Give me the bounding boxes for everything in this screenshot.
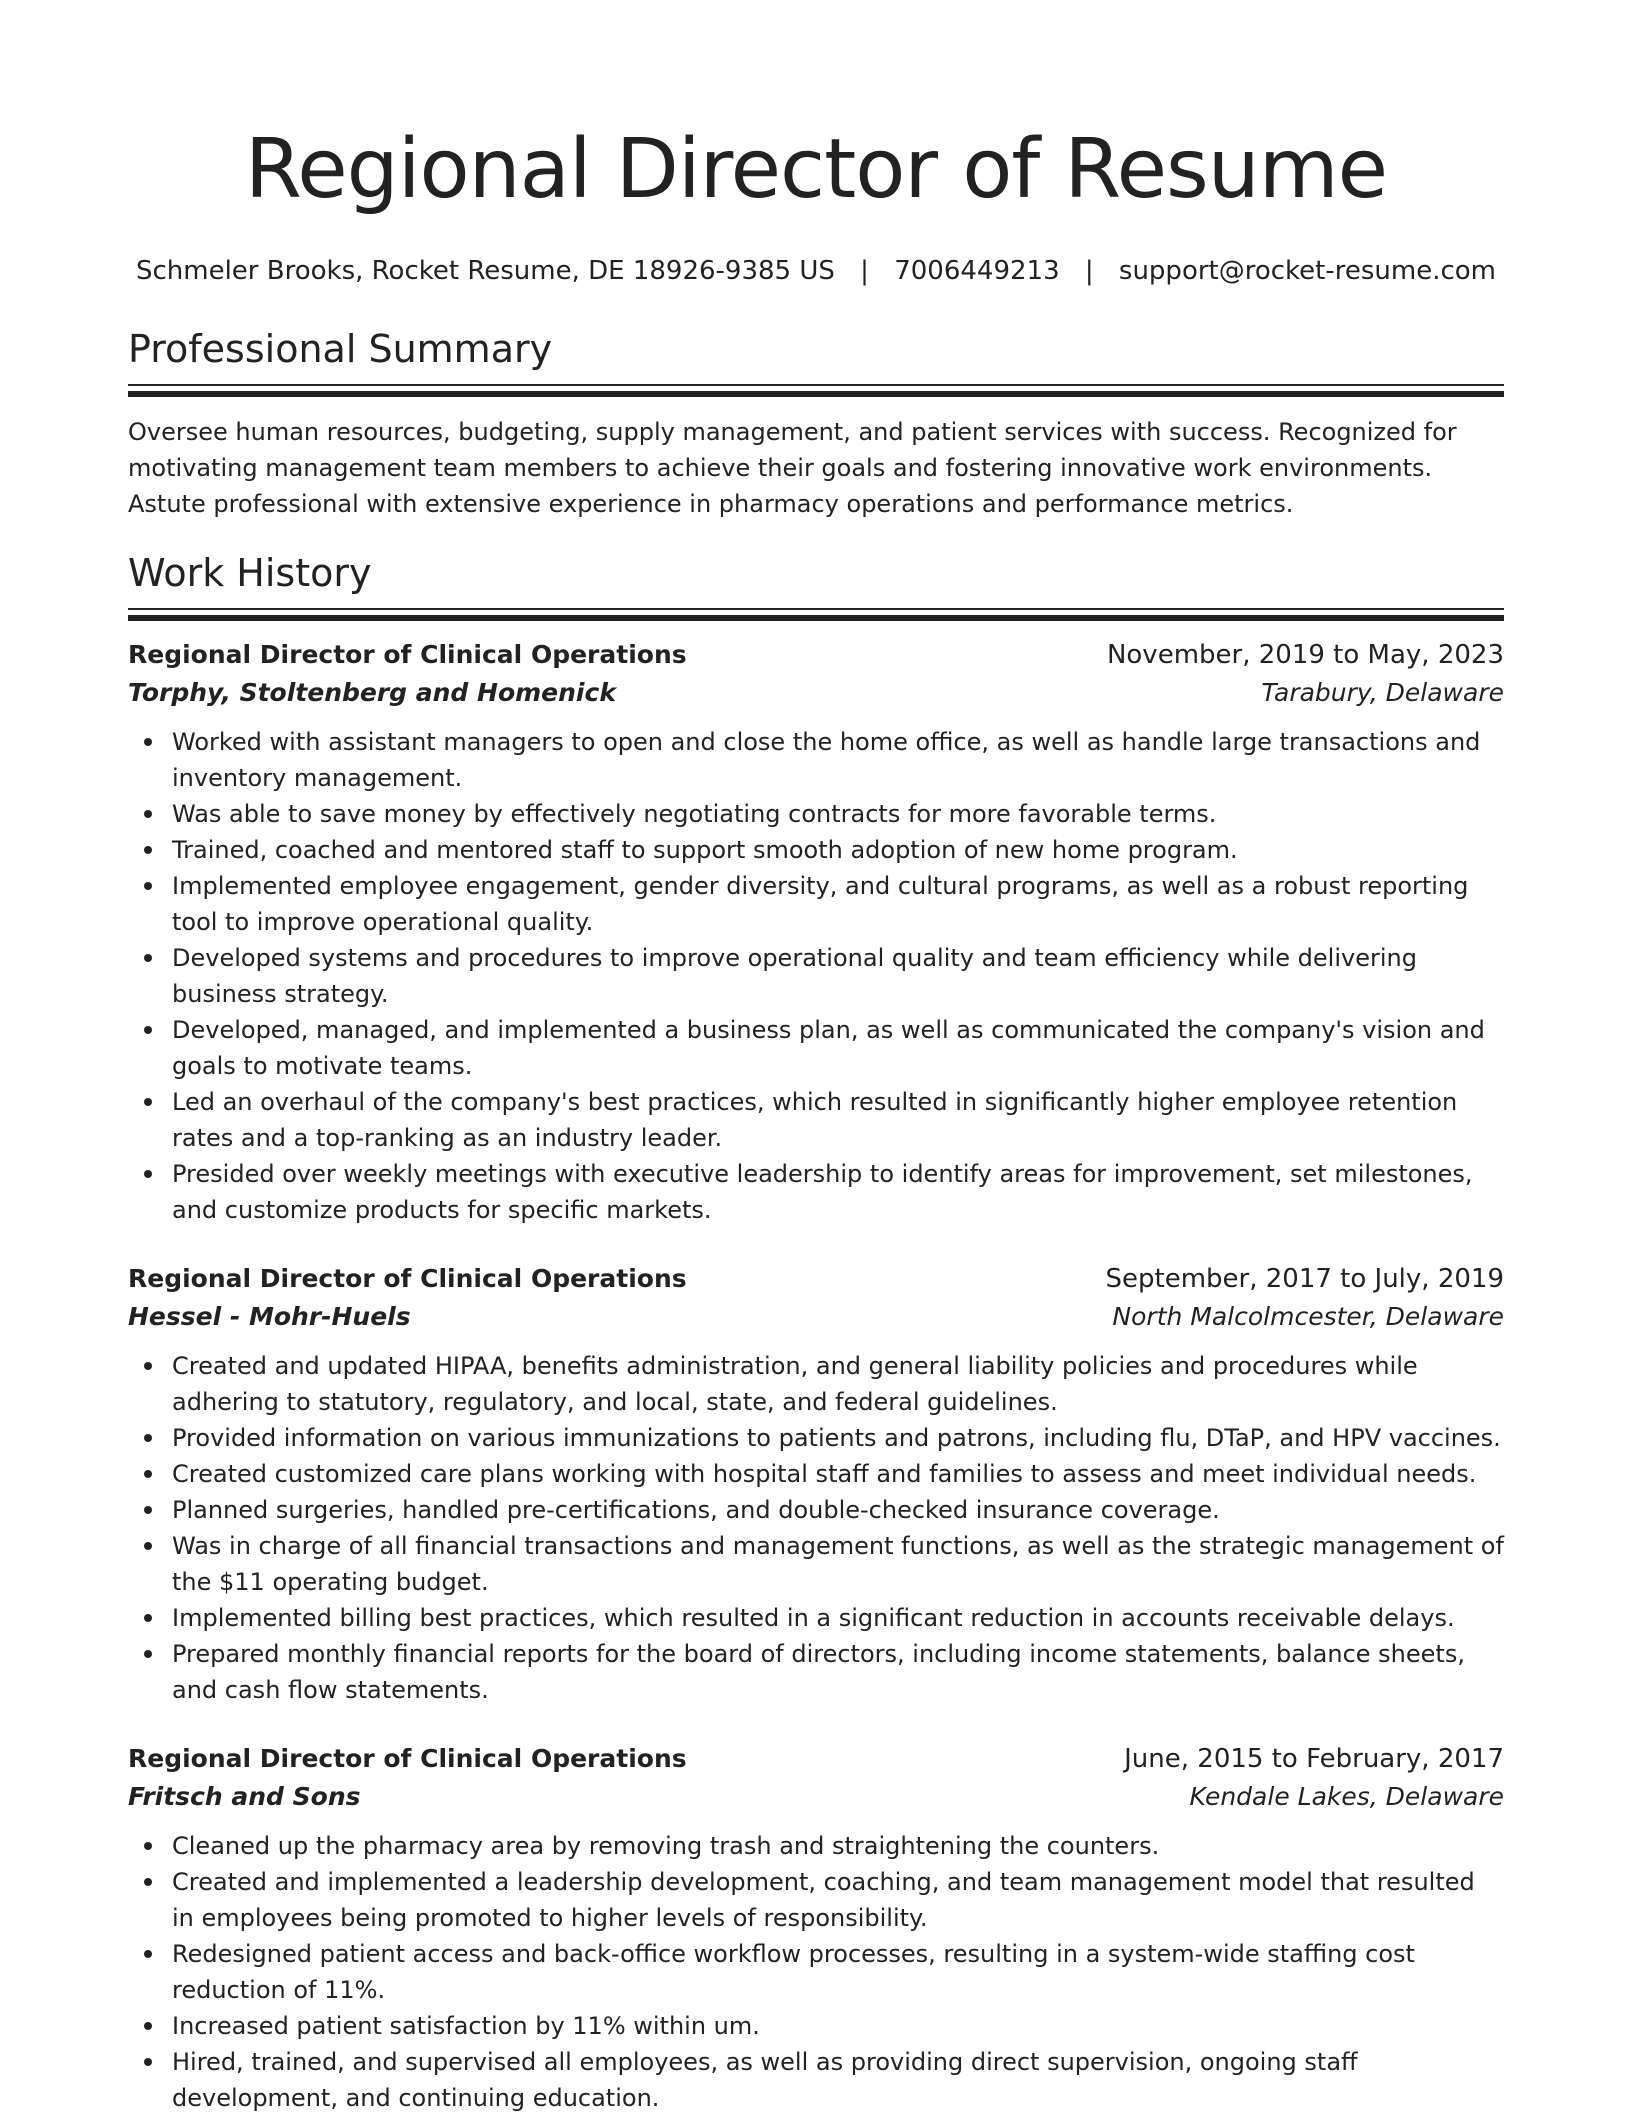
contact-line <box>128 254 1504 288</box>
job-title: Regional Director of Clinical Operations <box>128 1264 687 1293</box>
job-bullet-item: Planned surgeries, handled pre-certifications, and double-checked insurance coverage. <box>172 1492 1504 1528</box>
job-company-row <box>128 1298 1504 1336</box>
job-bullet-list <box>128 1828 1504 2116</box>
resume-page <box>128 0 1504 2116</box>
job-title: Regional Director of Clinical Operations <box>128 1744 687 1773</box>
contact-separator: | <box>1084 256 1094 286</box>
job-bullet-item: Redesigned patient access and back-office workflow processes, resulting in a system-wide staffing cost reduction of 11%. <box>172 1936 1504 2008</box>
contact-address: Schmeler Brooks, Rocket Resume, DE 18926-9385 US <box>135 256 835 286</box>
job-bullet-item: Implemented employee engagement, gender diversity, and cultural programs, as well as a robust reporting tool to improve operational quality. <box>172 868 1504 940</box>
work-history-section <box>128 550 1504 2116</box>
job-bullet-item: Trained, coached and mentored staff to support smooth adoption of new home program. <box>172 832 1504 868</box>
job-title: Regional Director of Clinical Operations <box>128 640 687 669</box>
job-list <box>128 636 1504 2116</box>
section-heading-work-history: Work History <box>128 551 372 595</box>
job-bullet-item: Implemented billing best practices, which resulted in a significant reduction in accounts receivable delays. <box>172 1600 1504 1636</box>
job-bullet-item: Developed, managed, and implemented a business plan, as well as communicated the company's vision and goals to motivate teams. <box>172 1012 1504 1084</box>
divider-thin-line <box>128 608 1504 610</box>
contact-email: support@rocket-resume.com <box>1118 256 1497 286</box>
job-title-row <box>128 1740 1504 1778</box>
divider-thin-line <box>128 384 1504 386</box>
job-bullet-item: Hired, trained, and supervised all employees, as well as providing direct supervision, ongoing staff development, and continuing education. <box>172 2044 1504 2116</box>
job-location: North Malcolmcester, Delaware <box>1112 1302 1504 1331</box>
job-location: Tarabury, Delaware <box>1261 678 1504 707</box>
job-bullet-item: Created and implemented a leadership development, coaching, and team management model that resulted in employees being promoted to higher levels of responsibility. <box>172 1864 1504 1936</box>
job-company: Torphy, Stoltenberg and Homenick <box>128 678 616 707</box>
divider-thick-line <box>128 615 1504 621</box>
job-dates: November, 2019 to May, 2023 <box>1106 640 1504 670</box>
job-dates: September, 2017 to July, 2019 <box>1105 1264 1504 1294</box>
job-entry <box>128 1740 1504 2116</box>
job-company: Fritsch and Sons <box>128 1782 361 1811</box>
job-bullet-list <box>128 724 1504 1228</box>
job-bullet-item: Presided over weekly meetings with executive leadership to identify areas for improvement, set milestones, and customize products for specific markets. <box>172 1156 1504 1228</box>
contact-phone: 7006449213 <box>894 256 1060 286</box>
section-divider <box>128 608 1504 620</box>
job-entry <box>128 1260 1504 1708</box>
job-bullet-item: Increased patient satisfaction by 11% within um. <box>172 2008 1504 2044</box>
job-bullet-list <box>128 1348 1504 1708</box>
job-title-row <box>128 1260 1504 1298</box>
professional-summary-section <box>128 326 1504 522</box>
job-title-row <box>128 636 1504 674</box>
job-bullet-item: Cleaned up the pharmacy area by removing trash and straightening the counters. <box>172 1828 1504 1864</box>
job-bullet-item: Prepared monthly financial reports for the board of directors, including income statements, balance sheets, and cash flow statements. <box>172 1636 1504 1708</box>
job-bullet-item: Developed systems and procedures to improve operational quality and team efficiency while delivering business strategy. <box>172 940 1504 1012</box>
job-bullet-item: Was able to save money by effectively negotiating contracts for more favorable terms. <box>172 796 1504 832</box>
job-bullet-item: Created customized care plans working with hospital staff and families to assess and meet individual needs. <box>172 1456 1504 1492</box>
section-heading-summary: Professional Summary <box>128 327 553 371</box>
job-location: Kendale Lakes, Delaware <box>1189 1782 1504 1811</box>
job-bullet-item: Led an overhaul of the company's best practices, which resulted in significantly higher employee retention rates and a top-ranking as an industry leader. <box>172 1084 1504 1156</box>
job-company: Hessel - Mohr-Huels <box>128 1302 411 1331</box>
job-entry <box>128 636 1504 1228</box>
document-title: Regional Director of Resume <box>244 122 1388 217</box>
summary-paragraph: Oversee human resources, budgeting, supply management, and patient services with success. Recognized for motivating management team members to achieve their goals and fostering innovative work environments. Astute professional with extensive experience in pharmacy operations and performance metrics. <box>128 418 1457 518</box>
job-bullet-item: Created and updated HIPAA, benefits administration, and general liability policies and procedures while adhering to statutory, regulatory, and local, state, and federal guidelines. <box>172 1348 1504 1420</box>
job-company-row <box>128 674 1504 712</box>
job-bullet-item: Worked with assistant managers to open and close the home office, as well as handle large transactions and inventory management. <box>172 724 1504 796</box>
section-divider <box>128 384 1504 396</box>
job-bullet-item: Provided information on various immunizations to patients and patrons, including flu, DTaP, and HPV vaccines. <box>172 1420 1504 1456</box>
contact-separator: | <box>860 256 869 286</box>
job-dates: June, 2015 to February, 2017 <box>1124 1744 1504 1774</box>
job-bullet-item: Was in charge of all financial transactions and management functions, as well as the strategic management of the $11 operating budget. <box>172 1528 1504 1600</box>
divider-thick-line <box>128 391 1504 397</box>
job-company-row <box>128 1778 1504 1816</box>
